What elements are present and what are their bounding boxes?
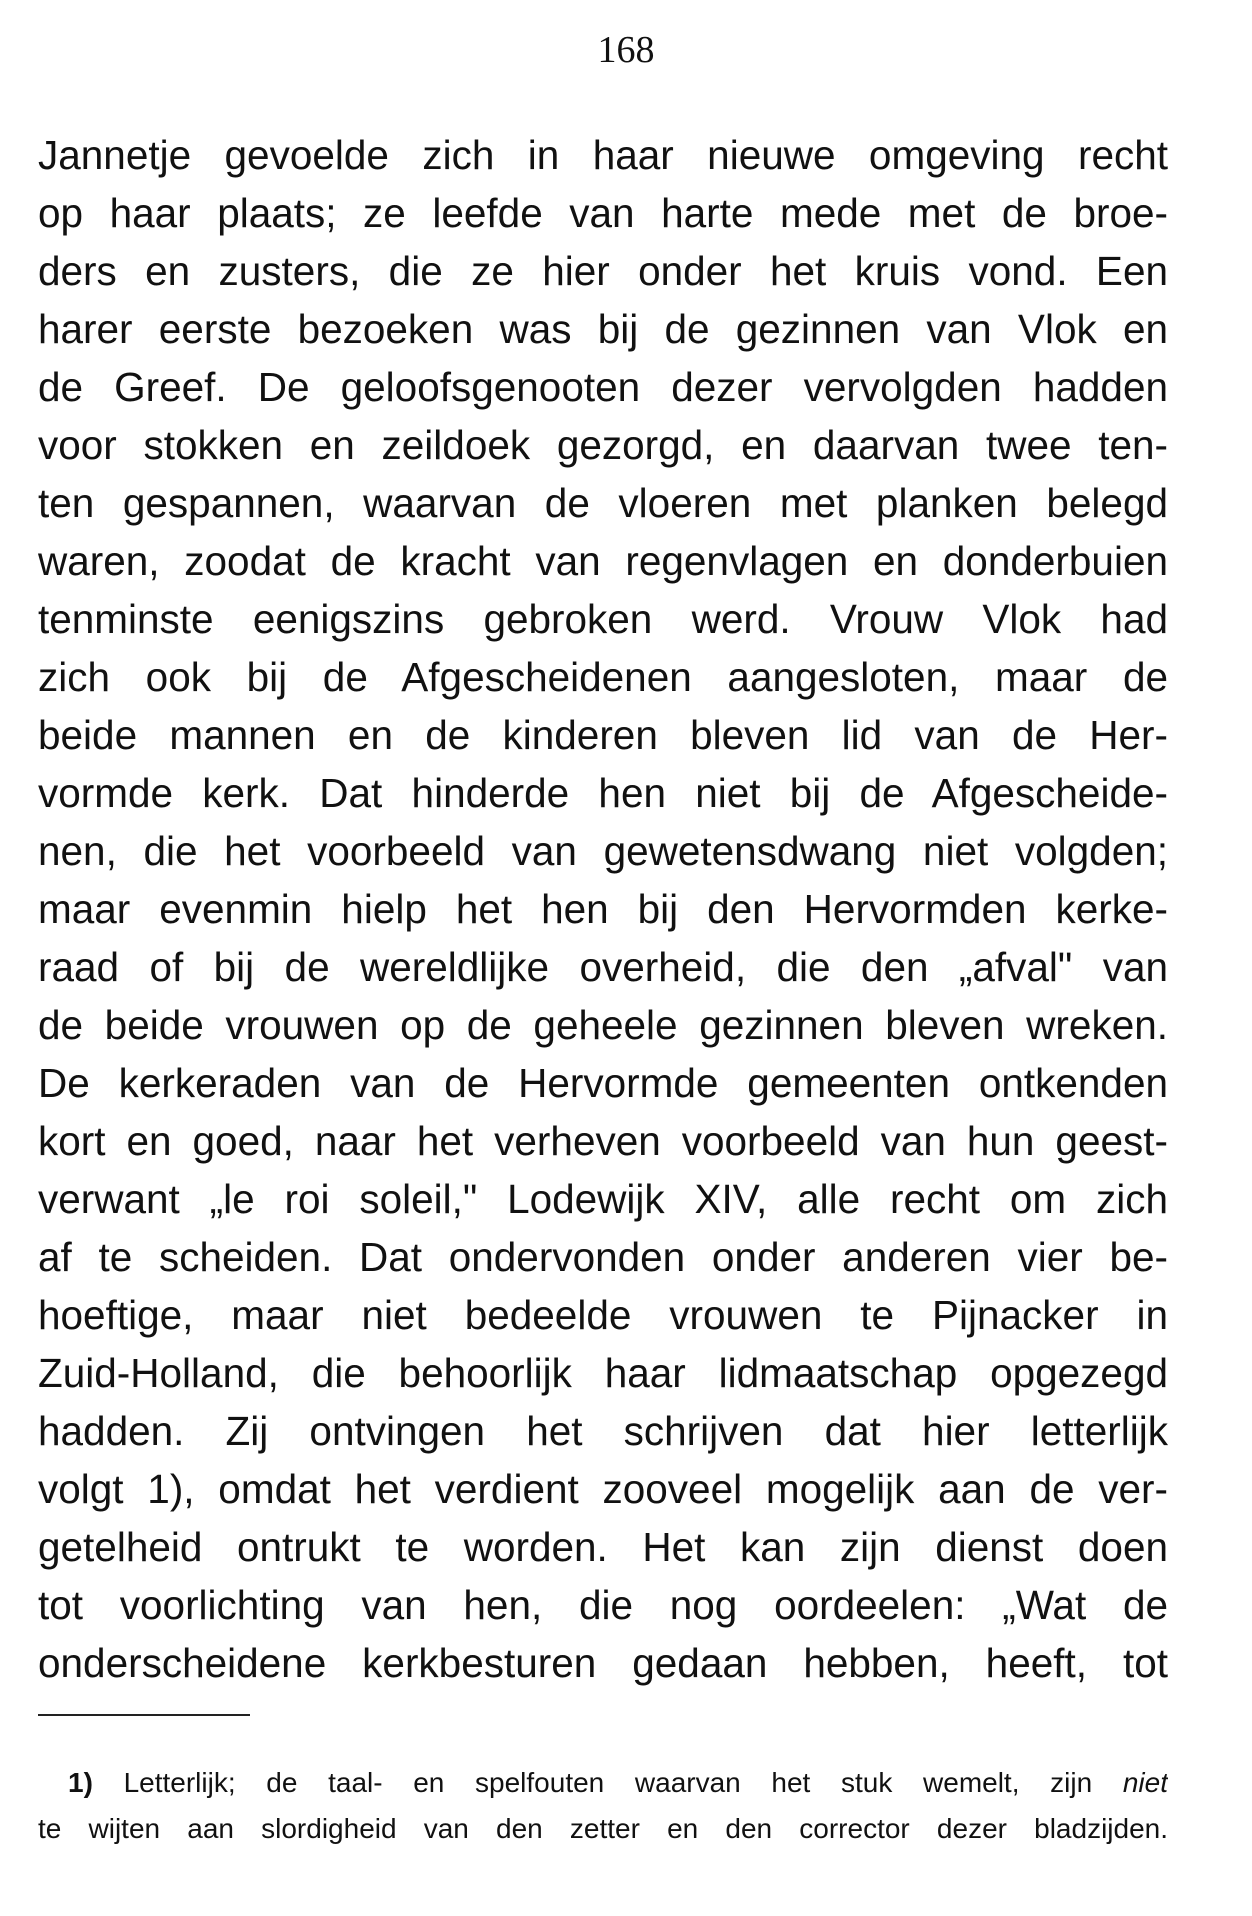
text-line: volgt 1), omdat het verdient zooveel mogelijk aan de ver- bbox=[38, 1466, 1168, 1512]
text-line: af te scheiden. Dat ondervonden onder anderen vier be- bbox=[38, 1234, 1168, 1280]
footnote-emphasis: niet bbox=[1122, 1767, 1168, 1798]
text-line: maar evenmin hielp het hen bij den Hervormden kerke- bbox=[38, 886, 1168, 932]
text-line: Zuid-Holland, die behoorlijk haar lidmaatschap opgezegd bbox=[38, 1350, 1168, 1396]
text-line: nen, die het voorbeeld van gewetensdwang niet volgden; bbox=[38, 828, 1168, 874]
text-line: tenminste eenigszins gebroken werd. Vrouw Vlok had bbox=[38, 596, 1168, 642]
body-text bbox=[38, 126, 1168, 1692]
text-line: raad of bij de wereldlijke overheid, die den „afval" van bbox=[38, 944, 1168, 990]
text-line: vormde kerk. Dat hinderde hen niet bij de Afgescheide- bbox=[38, 770, 1168, 816]
text-line: zich ook bij de Afgescheidenen aangesloten, maar de bbox=[38, 654, 1168, 700]
text-line: hadden. Zij ontvingen het schrijven dat hier letterlijk bbox=[38, 1408, 1168, 1454]
text-line: Jannetje gevoelde zich in haar nieuwe omgeving recht bbox=[38, 132, 1168, 178]
text-line: harer eerste bezoeken was bij de gezinnen van Vlok en bbox=[38, 306, 1168, 352]
footnote-text: Letterlijk; de taal- en spelfouten waarvan het stuk wemelt, zijn bbox=[123, 1767, 1093, 1798]
text-line: de beide vrouwen op de geheele gezinnen bleven wreken. bbox=[38, 1002, 1168, 1048]
footnote-line bbox=[38, 1760, 1168, 1806]
footnote bbox=[38, 1760, 1168, 1852]
page-number: 168 bbox=[597, 29, 655, 71]
text-line: getelheid ontrukt te worden. Het kan zijn dienst doen bbox=[38, 1524, 1168, 1570]
text-line: De kerkeraden van de Hervormde gemeenten ontkenden bbox=[38, 1060, 1168, 1106]
text-line: waren, zoodat de kracht van regenvlagen en donderbuien bbox=[38, 538, 1168, 584]
text-line: ten gespannen, waarvan de vloeren met planken belegd bbox=[38, 480, 1168, 526]
text-line: verwant „le roi soleil," Lodewijk XIV, alle recht om zich bbox=[38, 1176, 1168, 1222]
text-line: kort en goed, naar het verheven voorbeeld van hun geest- bbox=[38, 1118, 1168, 1164]
footnote-divider bbox=[38, 1714, 250, 1716]
text-line: ders en zusters, die ze hier onder het kruis vond. Een bbox=[38, 248, 1168, 294]
footnote-marker: 1) bbox=[68, 1767, 93, 1798]
text-line: voor stokken en zeildoek gezorgd, en daarvan twee ten- bbox=[38, 422, 1168, 468]
footnote-line: te wijten aan slordigheid van den zetter en den corrector dezer bladzijden. bbox=[38, 1813, 1168, 1844]
text-line: hoeftige, maar niet bedeelde vrouwen te Pijnacker in bbox=[38, 1292, 1168, 1338]
text-line: de Greef. De geloofsgenooten dezer vervolgden hadden bbox=[38, 364, 1168, 410]
text-line: onderscheidene kerkbesturen gedaan hebben, heeft, tot bbox=[38, 1640, 1168, 1686]
text-line: tot voorlichting van hen, die nog oordeelen: „Wat de bbox=[38, 1582, 1168, 1628]
text-line: op haar plaats; ze leefde van harte mede met de broe- bbox=[38, 190, 1168, 236]
text-line: beide mannen en de kinderen bleven lid van de Her- bbox=[38, 712, 1168, 758]
